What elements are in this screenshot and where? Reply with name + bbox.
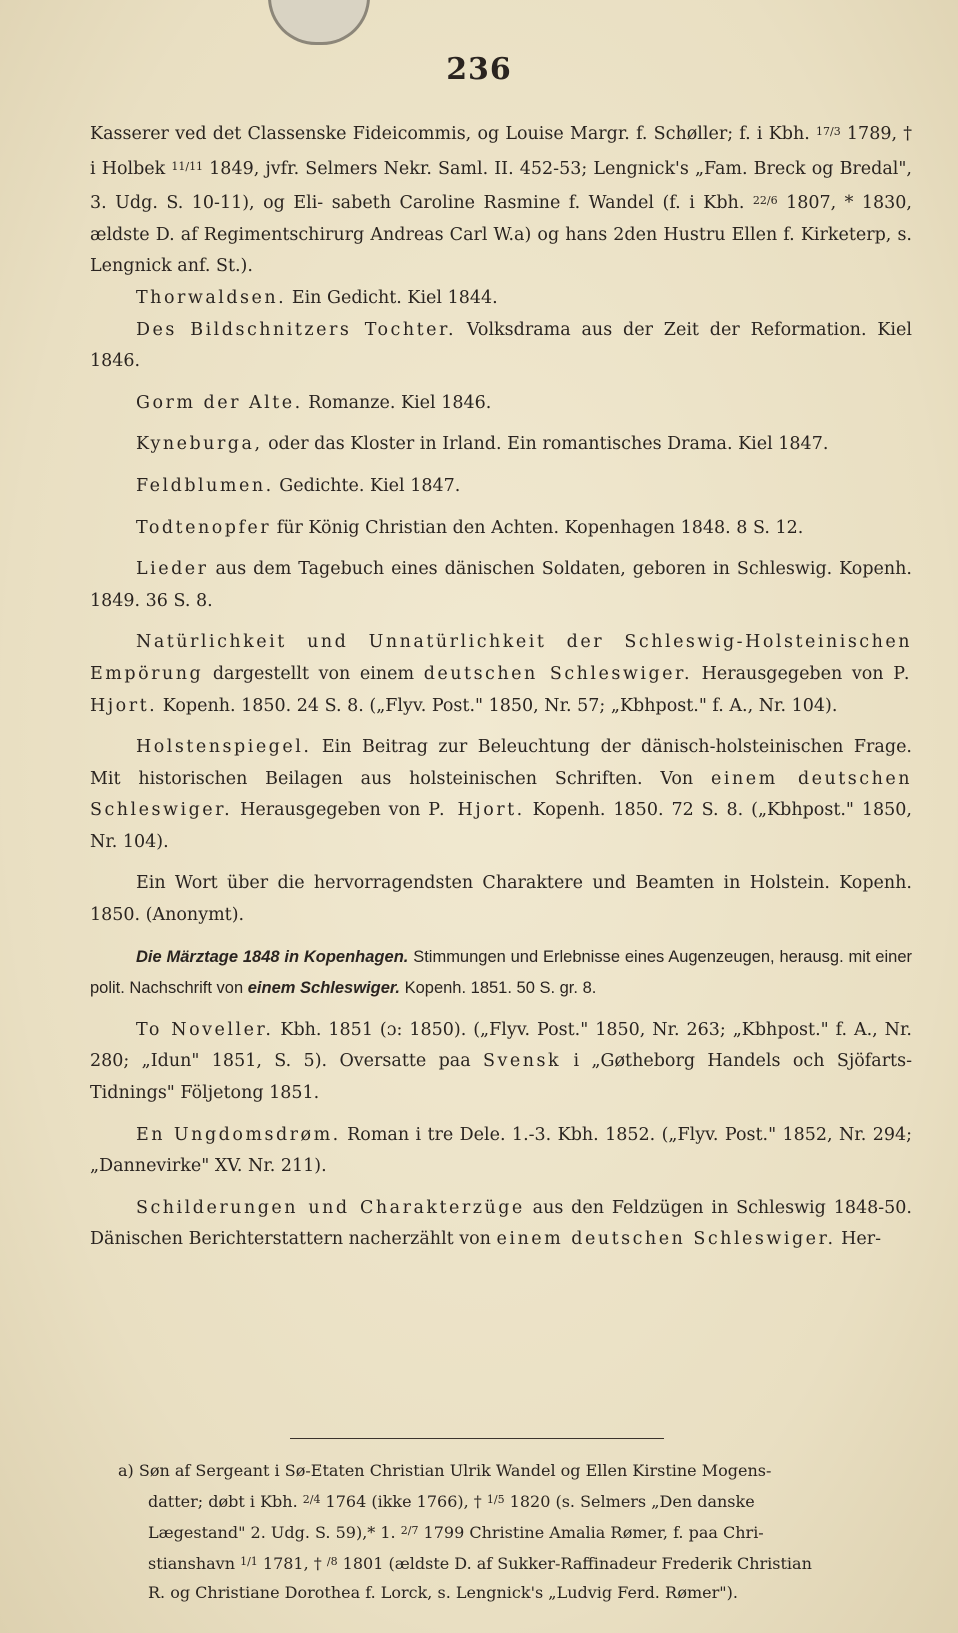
footnote <box>118 1456 914 1607</box>
continuation-paragraph <box>90 116 912 283</box>
entry-title: Todtenopfer <box>136 517 272 538</box>
entry-details: Kbh. 1851 (ɔ: 1850). („Flyv. Post." 1850, Nr. 263; „Kbhpost." f. A., Nr. 280; „Idun" 1851, S. 5). Oversatte paa <box>90 1019 912 1072</box>
text-line: Kbh. <box>768 124 817 144</box>
bibliography-entry <box>90 732 912 858</box>
bibliography-entry <box>90 429 912 461</box>
entry-details: für König Christian den Achten. Kopenhagen 1848. 8 S. 12. <box>276 517 804 538</box>
entry-details: Gedichte. Kiel 1847. <box>279 475 461 496</box>
fraction: 1/5 <box>486 1493 505 1506</box>
binding-hole-mark <box>268 0 370 45</box>
entry-details: Kopenh. 1851. 50 S. gr. 8. <box>404 979 597 998</box>
footnote-text: 1799 Christine Amalia Rømer, f. paa Chri- <box>418 1523 764 1542</box>
footnote-line <box>118 1456 914 1485</box>
entry-title: Gorm der Alte. <box>136 392 303 413</box>
fraction: 22/6 <box>752 194 778 208</box>
footnote-text: 1764 (ikke 1766), † <box>320 1492 487 1511</box>
footnote-line <box>118 1485 914 1516</box>
text-line: D. af Regimentschirurg Andreas Carl W.a) og hans 2den Hustru Ellen f. <box>155 224 795 245</box>
text-line: Kirketerp, s. Lengnick anf. St.). <box>90 224 912 277</box>
entry-author: deutschen Schleswiger. <box>423 663 693 684</box>
footnote-line <box>118 1547 914 1578</box>
entry-author: einem deutschen Schleswiger. <box>90 768 912 821</box>
bibliography-entry <box>90 868 912 931</box>
entry-details: aus den Feldzügen in Schleswig 1848-50. Dänischen Berichterstattern nacherzählt von <box>90 1197 912 1250</box>
entry-details: Herausgegeben von <box>701 663 884 684</box>
fraction: 1/1 <box>240 1555 258 1568</box>
entry-details: Kopenh. 1850. 24 S. 8. („Flyv. Post." 1850, Nr. 57; „Kbhpost." f. A., Nr. 104). <box>162 695 838 716</box>
entry-author: einem Schleswiger. <box>247 979 400 998</box>
entry-details: Her- <box>841 1229 882 1250</box>
bibliography-entry <box>90 315 912 378</box>
entry-details: aus dem Tagebuch eines dänischen Soldaten, geboren in Schleswig. Kopenh. 1849. 36 S. 8. <box>90 559 912 611</box>
footnote-text: R. og Christiane Dorothea f. Lorck, s. Lengnick's „Ludvig Ferd. Rømer"). <box>148 1583 738 1602</box>
text-line: sabeth Caroline Rasmine f. Wandel (f. i Kbh. <box>331 193 753 214</box>
bibliography-entry <box>90 1015 912 1110</box>
text-line: 1807, * 1830, ældste <box>90 193 912 245</box>
entry-language: Svensk <box>483 1051 562 1072</box>
bibliography-entry <box>90 627 912 722</box>
text-line: 1849, jvfr. Selmers Nekr. Saml. II. <box>209 158 514 179</box>
bibliography-entry <box>90 471 912 503</box>
bibliography-entry <box>90 1193 912 1256</box>
entry-details: Ein Beitrag zur Beleuchtung der dänisch-holsteinischen Frage. Mit historischen Beilagen aus holsteinischen Schriften. Von <box>90 737 912 789</box>
text-line: Kasserer ved det Classenske Fideicommis, og Louise Margr. f. Schøller; f. i <box>90 124 763 144</box>
entry-editor: P. Hjort. <box>428 800 525 821</box>
bibliography-entry <box>90 554 912 617</box>
entry-title: Holstenspiegel. <box>136 737 312 758</box>
fraction: /8 <box>326 1555 338 1568</box>
entry-title: To Noveller. <box>136 1019 274 1040</box>
fraction: 11/11 <box>171 159 204 173</box>
footnote-text: datter; døbt i Kbh. <box>148 1492 303 1511</box>
footnote-text: Lægestand" 2. Udg. S. 59),* 1. <box>148 1523 401 1542</box>
entry-details: oder das Kloster in Irland. Ein romantisches Drama. Kiel 1847. <box>268 434 829 455</box>
body-text <box>90 116 912 1256</box>
footnote-text: stianshavn <box>148 1554 241 1573</box>
entry-title: Des Bildschnitzers Tochter. <box>136 319 457 340</box>
bibliography-entry <box>90 513 912 545</box>
fraction: 2/4 <box>302 1493 321 1506</box>
footnote-text: 1801 (ældste D. af Sukker-Raffinadeur Frederik Christian <box>337 1554 812 1573</box>
entry-author: einem deutschen Schleswiger. <box>496 1229 836 1250</box>
entry-details: Stimmungen und Erlebnisse eines Augenzeugen, herausg. mit einer polit. Nachschrift von <box>90 947 912 998</box>
bibliography-entry <box>90 388 912 420</box>
entry-title: Schilderungen und Charakterzüge <box>136 1197 525 1218</box>
entry-details: Volksdrama aus der Zeit der Reformation. Kiel 1846. <box>90 319 912 372</box>
entry-editor: P. Hjort. <box>90 663 912 716</box>
entry-title: Thorwaldsen. <box>136 287 287 308</box>
footnote-line <box>118 1578 914 1607</box>
entry-title: Die Märztage 1848 in Kopenhagen. <box>136 947 409 966</box>
entry-title: Lieder <box>136 559 209 580</box>
bibliography-entry <box>90 1120 912 1183</box>
entry-details: dargestellt von einem <box>212 663 415 684</box>
bibliography-entry <box>90 283 912 315</box>
entry-details: i „Gøtheborg Handels och Sjöfarts-Tidnings" Följetong 1851. <box>90 1051 912 1104</box>
footnote-text: 1820 (s. Selmers „Den danske <box>504 1492 755 1511</box>
footnote-divider <box>290 1438 664 1439</box>
entry-details: Kopenh. 1850. 72 S. 8. („Kbhpost." 1850, Nr. 104). <box>90 800 912 852</box>
footnote-marker: a) <box>118 1461 134 1480</box>
entry-details: Ein Wort über die hervorragendsten Charaktere und Beamten in Holstein. Kopenh. 1850. (Anonymt). <box>90 873 912 926</box>
entry-details: Romanze. Kiel 1846. <box>308 392 492 413</box>
text-line: 452-53; Lengnick's „Fam. Breck og Bredal", 3. Udg. S. 10-11), og Eli- <box>90 158 912 214</box>
entry-details: Ein Gedicht. Kiel 1844. <box>291 287 498 308</box>
fraction: 2/7 <box>400 1524 419 1537</box>
entry-title: En Ungdomsdrøm. <box>136 1124 341 1145</box>
fraction: 17/3 <box>816 125 841 138</box>
entry-title: Feldblumen. <box>136 475 274 496</box>
entry-details: Roman i tre Dele. 1.-3. Kbh. 1852. („Flyv. Post." 1852, Nr. 294; „Dannevirke" XV. Nr. 211). <box>90 1124 912 1177</box>
page-number: 236 <box>446 52 512 87</box>
bibliography-entry <box>90 942 912 1005</box>
footnote-text: Søn af Sergeant i Sø-Etaten Christian Ulrik Wandel og Ellen Kirstine Mogens- <box>138 1461 772 1480</box>
entry-title: Natürlichkeit und Unnatürlichkeit der Schleswig-Holsteinischen Empörung <box>90 632 912 684</box>
entry-details: Herausgegeben von <box>240 800 421 821</box>
entry-title: Kyneburga, <box>136 434 263 455</box>
footnote-line <box>118 1516 914 1547</box>
footnote-text: 1781, † <box>257 1554 327 1573</box>
text-line: 1789, † i Holbek <box>90 124 912 179</box>
